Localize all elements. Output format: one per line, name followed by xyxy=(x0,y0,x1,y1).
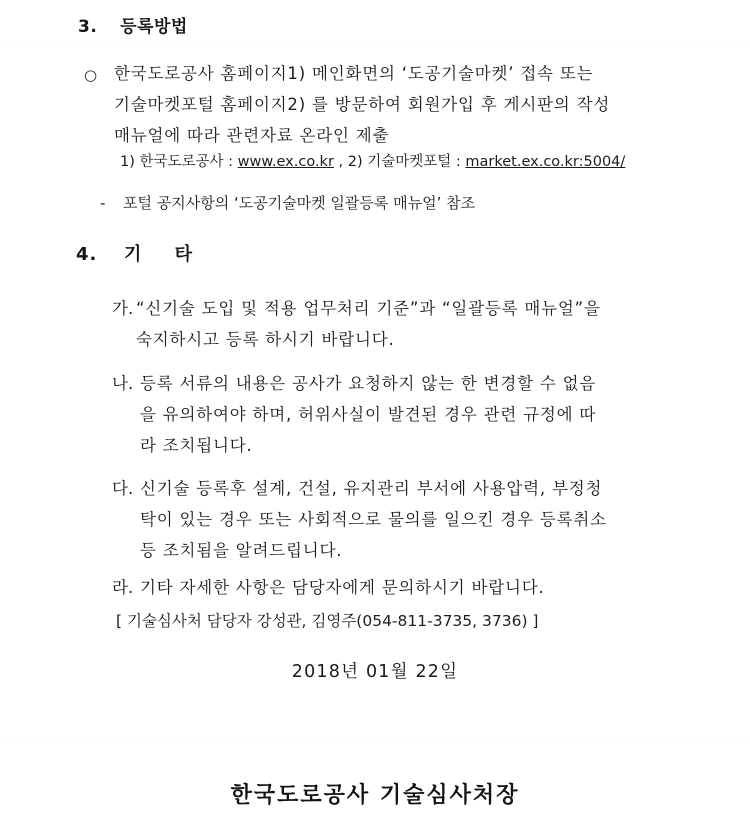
section-3-title: 등록방법 xyxy=(120,17,188,37)
bullet-line-3: 매뉴얼에 따라 관련자료 온라인 제출 xyxy=(114,126,390,145)
bullet-marker-circle: ○ xyxy=(84,66,98,84)
item-text-ra xyxy=(140,572,692,603)
section-4-title-second: 타 xyxy=(174,244,193,265)
document-signature: 한국도로공사 기술심사처장 xyxy=(230,783,520,808)
item-ga-line-2: 숙지하시고 등록 하시기 바랍니다. xyxy=(136,330,395,349)
section-4-title-first: 기 xyxy=(123,244,168,265)
bullet-line-2: 기술마켓포털 홈페이지2) 를 방문하여 회원가입 후 게시판의 작성 xyxy=(114,95,611,114)
section-3-heading xyxy=(78,12,188,37)
section-4-heading xyxy=(76,240,193,266)
dash-marker: - xyxy=(100,194,106,212)
section-3-dash-item xyxy=(100,190,475,216)
link-ex-co-kr[interactable]: www.ex.co.kr xyxy=(237,154,334,170)
bullet-line-1: 한국도로공사 홈페이지1) 메인화면의 ‘도공기술마켓’ 접속 또는 xyxy=(114,64,594,83)
item-label-ga: 가. xyxy=(112,299,134,318)
item-da-line-1: 신기술 등록후 설계, 건설, 유지관리 부서에 사용압력, 부정청 xyxy=(140,479,603,498)
footnote-separator: , 2) 기술마켓포털 : xyxy=(338,154,461,170)
item-label-da: 다. xyxy=(112,479,134,498)
item-label-ra: 라. xyxy=(112,578,134,597)
section-3-number: 3. xyxy=(78,17,98,37)
footnote-label-1: 1) 한국도로공사 : xyxy=(120,154,234,170)
scan-artifact-line xyxy=(0,44,750,45)
contact-line: [ 기술심사처 담당자 강성관, 김영주(054-811-3735, 3736) ] xyxy=(116,612,539,630)
item-na-line-3: 라 조치됩니다. xyxy=(140,436,253,455)
item-text-da xyxy=(140,473,692,566)
dash-item-text: 포털 공지사항의 ‘도공기술마켓 일괄등록 매뉴얼’ 참조 xyxy=(122,194,476,212)
item-text-na xyxy=(140,368,688,461)
footnote-line xyxy=(120,150,625,174)
item-label-na: 나. xyxy=(112,374,134,393)
item-na-line-2: 을 유의하여야 하며, 허위사실이 발견된 경우 관련 규정에 따 xyxy=(140,405,597,424)
item-na-line-1: 등록 서류의 내용은 공사가 요청하지 않는 한 변경할 수 없음 xyxy=(140,374,597,393)
item-ga-line-1: “신기술 도입 및 적용 업무처리 기준”과 “일괄등록 매뉴얼”을 xyxy=(136,299,601,318)
item-text-ga xyxy=(136,293,684,355)
section-3-bullet-text xyxy=(114,58,684,151)
section-4-number: 4. xyxy=(76,244,98,265)
item-ra-line-1: 기타 자세한 사항은 담당자에게 문의하시기 바랍니다. xyxy=(140,578,545,597)
item-da-line-3: 등 조치됨을 알려드립니다. xyxy=(140,541,343,560)
link-market-ex-co-kr[interactable]: market.ex.co.kr:5004/ xyxy=(465,154,626,170)
item-da-line-2: 탁이 있는 경우 또는 사회적으로 물의를 일으킨 경우 등록취소 xyxy=(140,510,607,529)
document-date: 2018년 01월 22일 xyxy=(291,662,459,682)
scan-artifact-line xyxy=(0,740,750,741)
